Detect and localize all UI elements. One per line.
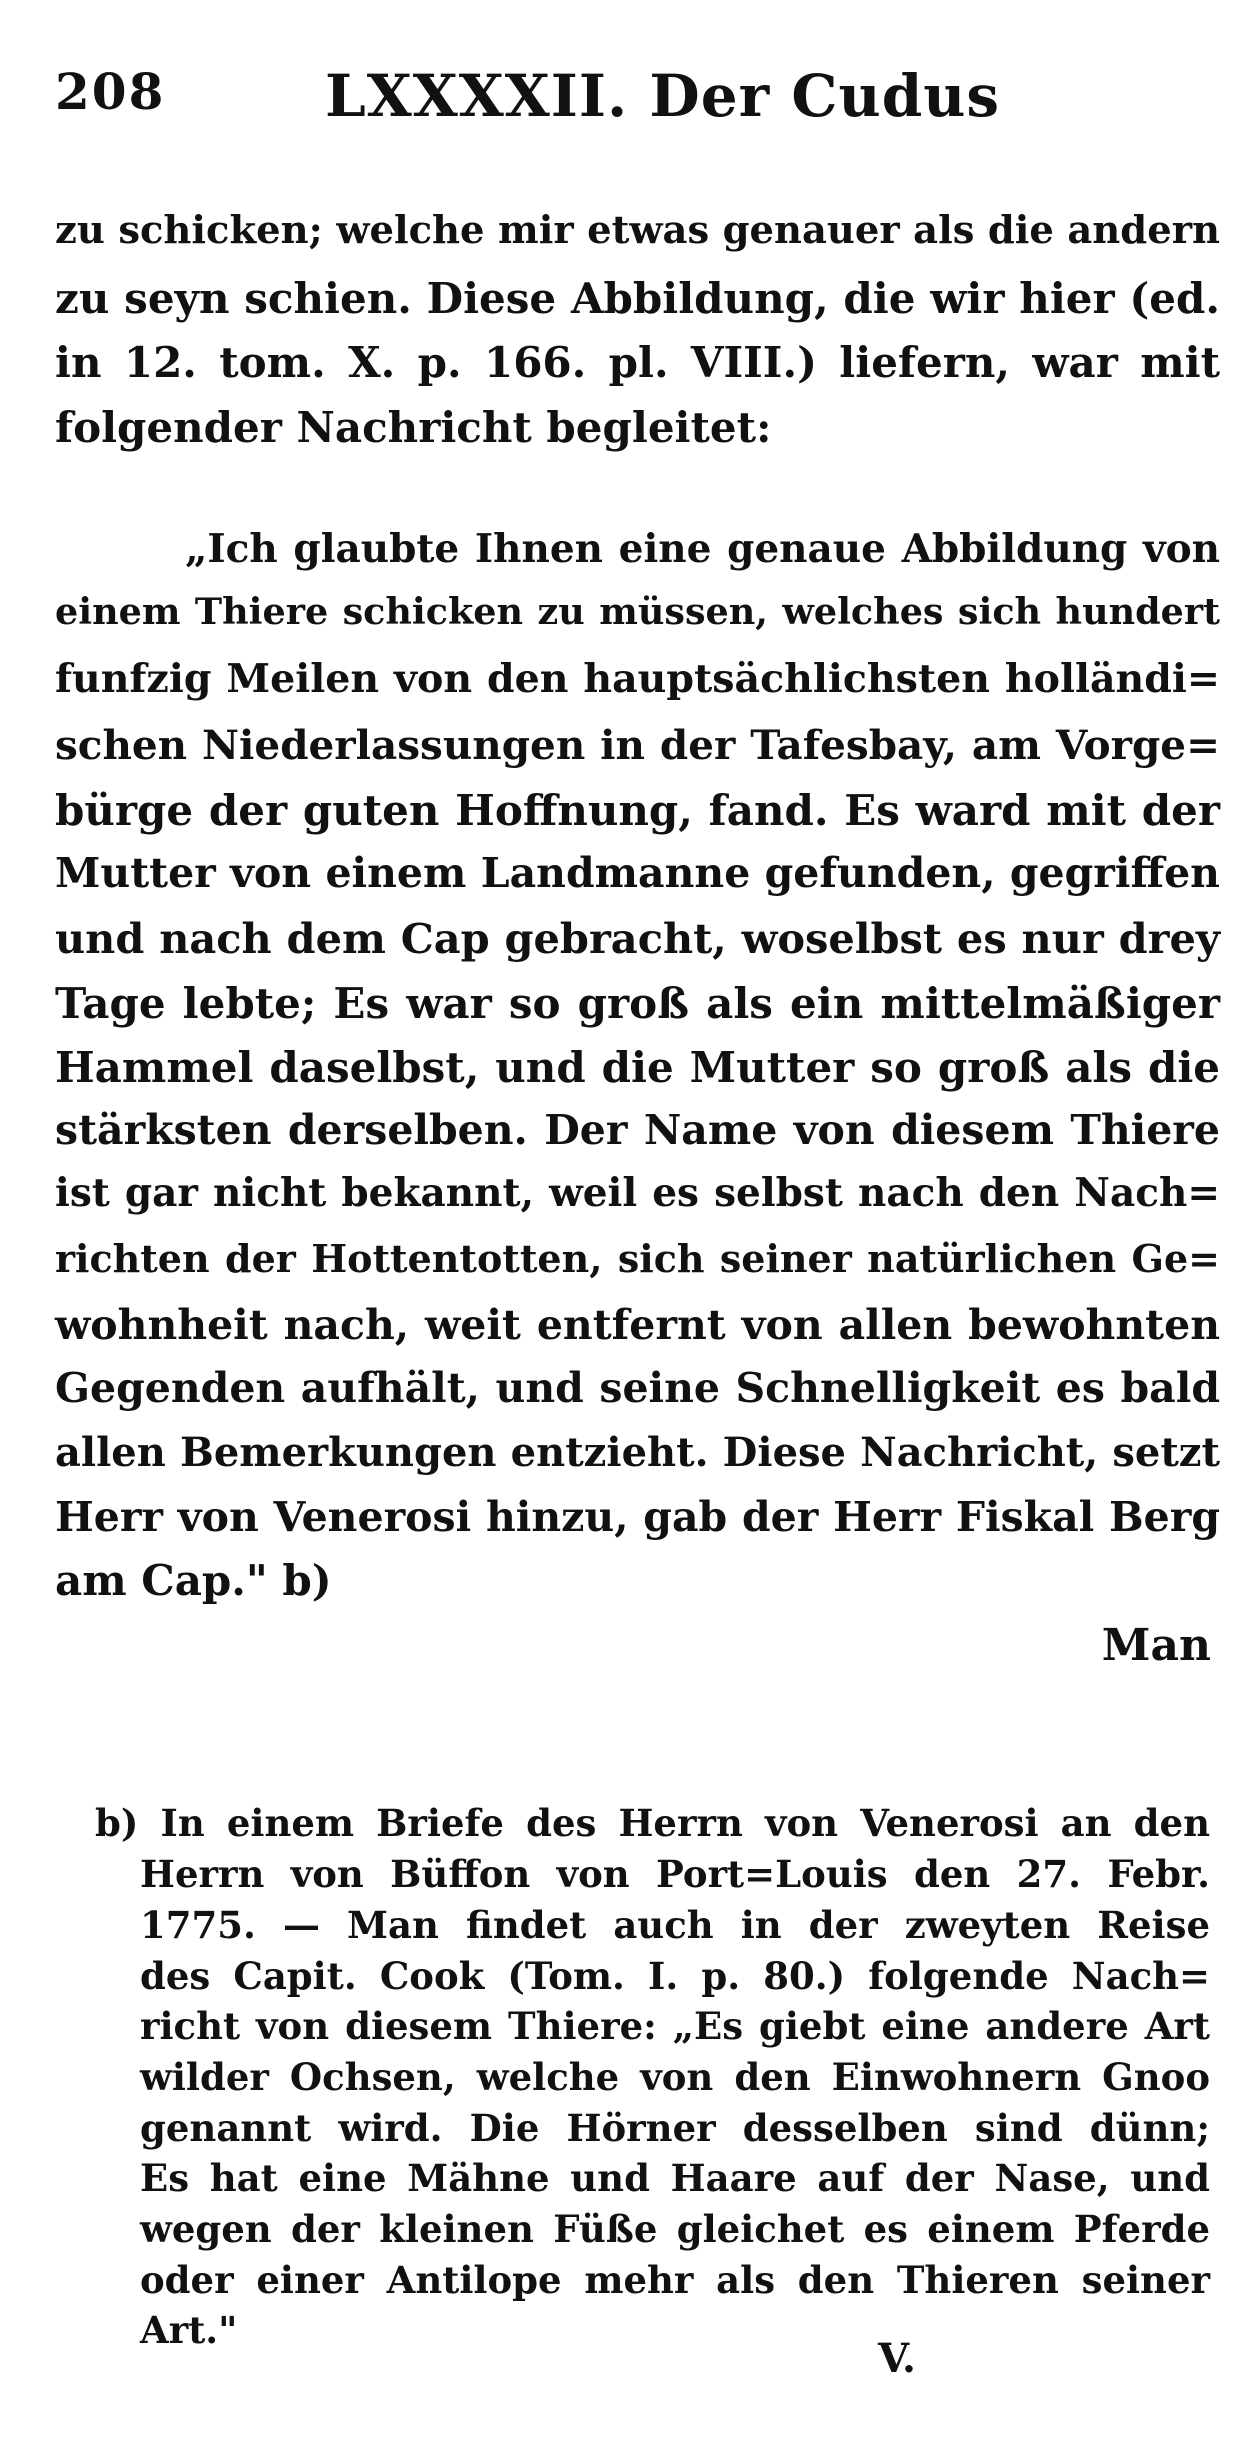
body-line: Hammel daselbst, und die Mutter so groß als die — [55, 1043, 1220, 1092]
body-line: Tage lebte; Es war so groß als ein mittelmäßiger — [55, 979, 1220, 1028]
body-line: ist gar nicht bekannt, weil es selbst nach den Nach= — [55, 1170, 1220, 1216]
body-line: richten der Hottentotten, sich seiner natürlichen Ge= — [55, 1236, 1220, 1281]
body-line: einem Thiere schicken zu müssen, welches sich hundert — [55, 590, 1220, 633]
footnote-line: genannt wird. Die Hörner desselben sind dünn; — [140, 2106, 1210, 2150]
page-number: 208 — [55, 62, 166, 121]
body-line: bürge der guten Hoffnung, fand. Es ward mit der — [55, 786, 1220, 835]
footnote-line: des Capit. Cook (Tom. I. p. 80.) folgende Nach= — [140, 1954, 1210, 1998]
body-line: schen Niederlassungen in der Tafesbay, am Vorge= — [55, 721, 1220, 769]
body-line: in 12. tom. X. p. 166. pl. VIII.) liefern, war mit — [55, 338, 1220, 387]
body-line: Mutter von einem Landmanne gefunden, gegriffen — [55, 849, 1220, 897]
running-head: LXXXXII. Der Cudus — [325, 62, 1001, 130]
footnote-line: Herrn von Büffon von Port=Louis den 27. Febr. — [140, 1852, 1210, 1896]
body-line: am Cap." b) — [55, 1556, 332, 1605]
page-header — [55, 62, 1225, 142]
footnote-line: Es hat eine Mähne und Haare auf der Nase, und — [140, 2156, 1210, 2200]
footnote-signature: V. — [878, 2335, 916, 2382]
footnote-line: 1775. — Man findet auch in der zweyten Reise — [140, 1903, 1210, 1947]
footnote-line: b) In einem Briefe des Herrn von Venerosi an den — [95, 1801, 1210, 1845]
body-line: stärksten derselben. Der Name von diesem Thiere — [55, 1106, 1220, 1154]
footnote-line: oder einer Antilope mehr als den Thieren seiner — [140, 2258, 1210, 2302]
footnote-line: Art." — [140, 2308, 238, 2352]
footnote-line: richt von diesem Thiere: „Es giebt eine andere Art — [140, 2004, 1210, 2048]
body-line: und nach dem Cap gebracht, woselbst es nur drey — [55, 914, 1220, 963]
body-line: zu schicken; welche mir etwas genauer als die andern — [55, 208, 1220, 253]
footnote-line: wilder Ochsen, welche von den Einwohnern Gnoo — [140, 2055, 1210, 2099]
catchword: Man — [1101, 1620, 1211, 1671]
body-line: „Ich glaubte Ihnen eine genaue Abbildung von — [185, 526, 1220, 572]
body-line: funfzig Meilen von den hauptsächlichsten holländi= — [55, 656, 1220, 702]
body-line: allen Bemerkungen entzieht. Diese Nachricht, setzt — [55, 1429, 1220, 1476]
body-line: Gegenden aufhält, und seine Schnelligkeit es bald — [55, 1364, 1220, 1412]
body-line: zu seyn schien. Diese Abbildung, die wir hier (ed. — [55, 274, 1220, 323]
body-line: wohnheit nach, weit entfernt von allen bewohnten — [55, 1301, 1220, 1349]
body-line: folgender Nachricht begleitet: — [55, 403, 772, 452]
body-line: Herr von Venerosi hinzu, gab der Herr Fiskal Berg — [55, 1493, 1220, 1541]
footnote-line: wegen der kleinen Füße gleichet es einem Pferde — [140, 2207, 1210, 2251]
